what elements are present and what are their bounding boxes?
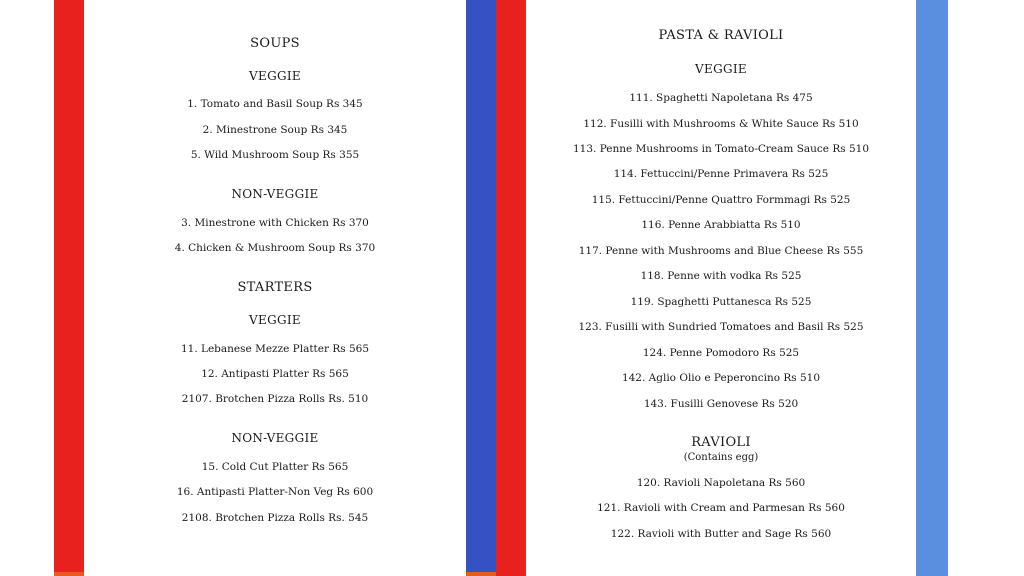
menu-item: 113. Penne Mushrooms in Tomato-Cream Sauce Rs 510 <box>572 143 870 155</box>
menu-item: 1. Tomato and Basil Soup Rs 345 <box>187 98 363 110</box>
menu-item: 115. Fettuccini/Penne Quattro Formmagi Rs 525 <box>591 194 851 206</box>
menu-item: 114. Fettuccini/Penne Primavera Rs 525 <box>613 168 829 180</box>
right-menu-page <box>526 0 916 576</box>
starters-veggie-label: VEGGIE <box>249 313 301 327</box>
menu-item: 117. Penne with Mushrooms and Blue Cheese Rs 555 <box>578 245 864 257</box>
menu-item: 16. Antipasti Platter-Non Veg Rs 600 <box>176 486 374 498</box>
menu-item: 143. Fusilli Genovese Rs 520 <box>643 398 799 410</box>
menu-item: 2. Minestrone Soup Rs 345 <box>202 124 348 136</box>
menu-item: 116. Penne Arabbiatta Rs 510 <box>641 219 801 231</box>
pasta-veggie-label: VEGGIE <box>695 62 747 76</box>
ravioli-heading: RAVIOLI <box>691 435 751 450</box>
menu-item: 3. Minestrone with Chicken Rs 370 <box>181 217 369 229</box>
menu-item: 2108. Brotchen Pizza Rolls Rs. 545 <box>181 512 369 524</box>
menu-item: 4. Chicken & Mushroom Soup Rs 370 <box>174 242 376 254</box>
menu-item: 12. Antipasti Platter Rs 565 <box>201 368 349 380</box>
menu-item: 111. Spaghetti Napoletana Rs 475 <box>629 92 813 104</box>
menu-item: 122. Ravioli with Butter and Sage Rs 560 <box>610 528 832 540</box>
menu-item: 142. Aglio Olio e Peperoncino Rs 510 <box>621 372 821 384</box>
ravioli-egg-note: (Contains egg) <box>683 452 759 463</box>
menu-item: 118. Penne with vodka Rs 525 <box>640 270 802 282</box>
soups-heading: SOUPS <box>250 36 300 51</box>
right-blue-border <box>916 0 948 576</box>
menu-item: 5. Wild Mushroom Soup Rs 355 <box>190 149 360 161</box>
soups-veggie-label: VEGGIE <box>249 69 301 83</box>
menu-item: 123. Fusilli with Sundried Tomatoes and Basil Rs 525 <box>578 321 864 333</box>
menu-item: 124. Penne Pomodoro Rs 525 <box>642 347 800 359</box>
menu-item: 11. Lebanese Mezze Platter Rs 565 <box>180 343 370 355</box>
left-menu-page <box>84 0 466 576</box>
right-red-border <box>496 0 526 576</box>
menu-item: 112. Fusilli with Mushrooms & White Sauce Rs 510 <box>583 118 859 130</box>
menu-item: 120. Ravioli Napoletana Rs 560 <box>636 477 806 489</box>
left-red-border <box>54 0 84 576</box>
soups-nonveg-label: NON-VEGGIE <box>231 187 319 201</box>
starters-heading: STARTERS <box>237 280 313 295</box>
pasta-heading: PASTA & RAVIOLI <box>658 28 784 43</box>
menu-item: 15. Cold Cut Platter Rs 565 <box>201 461 349 473</box>
left-page-blue-border <box>466 0 496 576</box>
menu-item: 2107. Brotchen Pizza Rolls Rs. 510 <box>181 393 369 405</box>
menu-item: 121. Ravioli with Cream and Parmesan Rs 560 <box>597 502 845 514</box>
starters-nonveg-label: NON-VEGGIE <box>231 431 319 445</box>
menu-item: 119. Spaghetti Puttanesca Rs 525 <box>630 296 812 308</box>
